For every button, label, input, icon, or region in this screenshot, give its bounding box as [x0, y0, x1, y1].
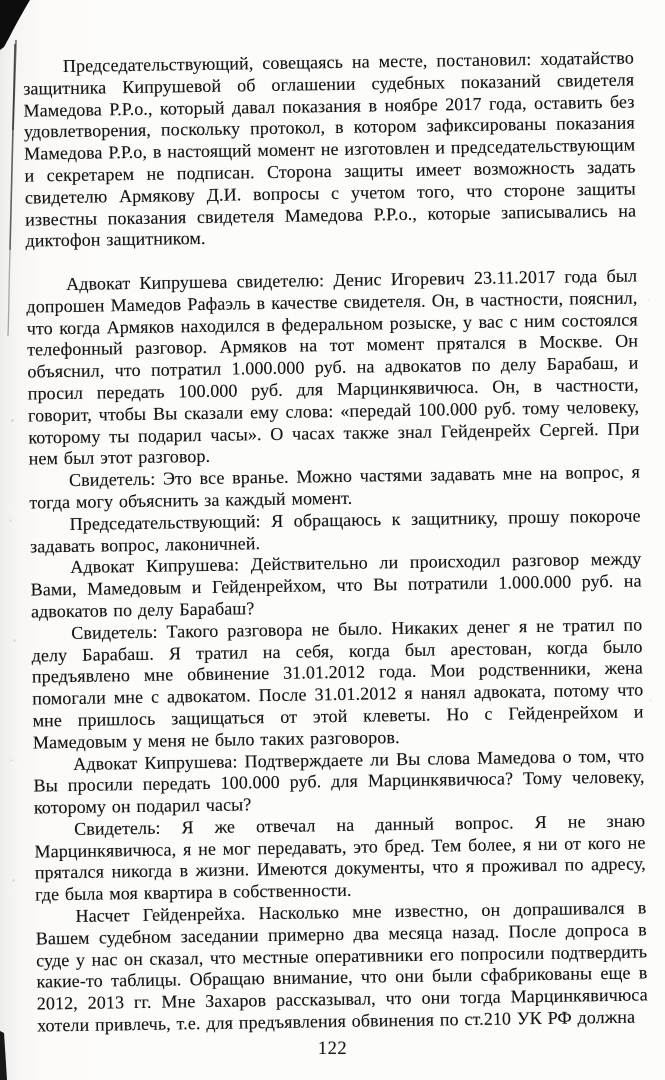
transcript-text: [23, 48, 648, 1038]
page-footer: [0, 1039, 665, 1060]
page-content: [23, 48, 648, 1038]
paragraph-witness-answer-3: Свидетель: Я же отвечал на данный вопрос. Я не знаю Марцинкявичюса, я не мог передавать, это бред. Тем более, я ни от кого не прятался никогда в жизни. Имеются документы, что я проживал по адресу, где была моя квартира в собственности.: [34, 810, 646, 905]
paragraph-ruling: Председательствующий, совещаясь на месте, постановил: ходатайство защитника Кипрушевой об оглашении судебных показаний свидетеля Мамедова Р.Р.о., который давал показания в ноябре 2017 года, оставить без удовлетворения, поскольку протокол, в котором зафиксированы показания Мамедова Р.Р.о, в настоящий момент не изготовлен и председательствующим и секретарем не подписан. Сторона защиты имеет возможность задать свидетелю Армякову Д.И. вопросы с учетом того, что стороне защиты известны показания свидетеля Мамедова Р.Р.о., которые записывались на диктофон защитником.: [23, 47, 637, 251]
scan-noise-speckles: [0, 0, 1, 1]
paragraph-advocate-question-3: Адвокат Кипрушева: Подтверждаете ли Вы слова Мамедова о том, что Вы просили передать 100.000 руб. для Марцинкявичюса? Тому человеку, которому он подарил часы?: [33, 744, 645, 818]
paragraph-advocate-question-1: Адвокат Кипрушева свидетелю: Денис Игоревич 23.11.2017 года был допрошен Мамедов Рафаэль в качестве свидетеля. Он, в частности, пояснил, что когда Армяков находился в федеральном розыске, у вас с ним состоялся телефонный разговор. Армяков на тот момент прятался в Москве. Он объяснил, что потратил 1.000.000 руб. на адвокатов по делу Барабаш, и просил передать 100.000 руб. для Марцинкявичюса. Он, в частности, говорит, чтобы Вы сказали ему слова: «передай 100.000 руб. тому человеку, которому ты подарил часы». О часах также знал Гейденрейх Сергей. При нем был этот разговор.: [26, 265, 640, 469]
paragraph-witness-continuation: Насчет Гейденрейха. Насколько мне известно, он допрашивался в Вашем судебном заседании примерно два месяца назад. После допроса в суде у нас он сказал, что местные оперативники его попросили подтвердить какие-то таблицы. Обращаю внимание, что они были сфабрикованы еще в 2012, 2013 гг. Мне Захаров рассказывал, что они тогда Марцинкявичюса хотели привлечь, т.е. для предъявления обвинения по ст.210 УК РФ должна: [35, 897, 648, 1036]
paragraph-witness-answer-2: Свидетель: Такого разговора не было. Никаких денег я не тратил по делу Барабаш. Я тратил на себя, когда был арестован, когда было предъявлено мне обвинение 31.01.2012 года. Мои родственники, жена помогали мне с адвокатом. После 31.01.2012 я нанял адвоката, потому что мне пришлось защищаться от этой клеветы. Но с Гейденрейхом и Мамедовым у меня не было таких разговоров.: [31, 614, 644, 753]
page-number: 122: [317, 1039, 348, 1059]
paragraph-witness-answer-1: Свидетель: Это все вранье. Можно частями задавать мне на вопрос, я тогда могу объяснить за каждый момент.: [29, 461, 641, 513]
paragraph-presiding-judge-remark: Председательствующий: Я обращаюсь к защитнику, прошу покороче задавать вопрос, лаконичней.: [29, 505, 641, 557]
scan-artifact-corner-blob: [0, 0, 60, 60]
paragraph-advocate-question-2: Адвокат Кипрушева: Действительно ли происходил разговор между Вами, Мамедовым и Гейденрейхом, что Вы потратили 1.000.000 руб. на адвокатов по делу Барабаш?: [30, 548, 642, 622]
